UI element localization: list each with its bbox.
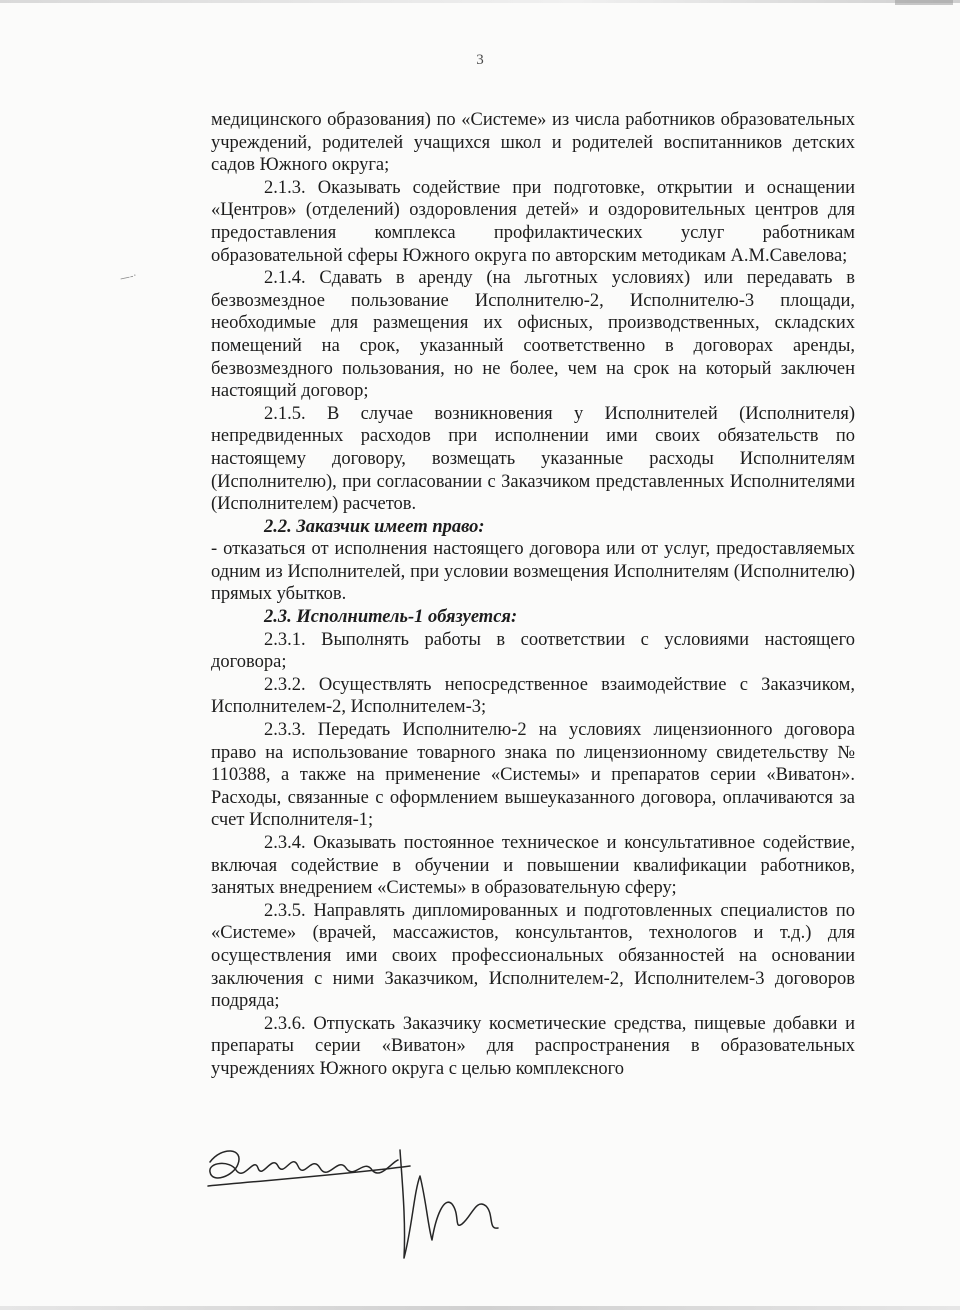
page-number: 3 (476, 52, 484, 68)
paragraph-continued-2-1-2: медицинского образования) по «Системе» из числа работников образовательных учреждений, родителей учащихся школ и родителей воспитанников детских садов Южного округа; (211, 110, 855, 176)
signature-primary-underline (208, 1166, 410, 1186)
paragraph-2-1-5: 2.1.5. В случае возникновения у Исполнителей (Исполнителя) непредвиденных расходов при исполнении ими своих обязательств по настоящему договору, возмещать указанные расходы Исполнителям (Исполнителю), при согласовании с Заказчиком представленных Исполнителями (Исполнителем) расчетов. (211, 403, 855, 515)
section-heading-2-3: 2.3. Исполнитель-1 обязуется: (264, 607, 518, 628)
paragraph-2-2: - отказаться от исполнения настоящего договора или от услуг, предоставляемых одним из Исполнителей, при условии возмещения Исполнителям (Исполнителю) прямых убытков. (211, 539, 855, 605)
document-body (211, 109, 855, 1081)
signature-primary (210, 1151, 398, 1178)
scan-top-edge (0, 0, 960, 3)
signature-area (200, 1140, 520, 1265)
paragraph-2-3-3: 2.3.3. Передать Исполнителю-2 на условиях лицензионного договора право на использование товарного знака по лицензионному свидетельству № 110388, а также на применение «Системы» и препаратов серии «Виватон». Расходы, связанные с оформлением вышеуказанного договора, оплачиваются за счет Исполнителя-1; (211, 720, 855, 831)
paragraph-2-3-4: 2.3.4. Оказывать постоянное техническое и консультативное содействие, включая содействие в обучении и повышении квалификации работников, занятых внедрением «Системы» в образовательную сферу; (211, 833, 855, 899)
signatures-drawing (200, 1140, 520, 1265)
paragraph-2-1-3: 2.1.3. Оказывать содействие при подготовке, открытии и оснащении «Центров» (отделений) оздоровления детей» и оздоровительных центров для предоставления комплекса профилактических услуг работникам образовательной сферы Южного округа по авторским методикам А.М.Савелова; (211, 177, 855, 266)
paragraph-2-1-4: 2.1.4. Сдавать в аренду (на льготных условиях) или передавать в безвозмездное пользование Исполнителю-2, Исполнителю-3 площади, необходимые для размещения их офисных, производственных, складских помещений на срок, указанный соответственно в договорах аренды, безвозмездного пользования, но не более, чем на срок на который заключен настоящий договор; (211, 268, 855, 402)
scan-bottom-edge (0, 1306, 960, 1310)
paragraph-2-3-6: 2.3.6. Отпускать Заказчику косметические средства, пищевые добавки и препараты серии «Виватон» для распространения в образовательных учреждениях Южного округа с целью комплексного (211, 1013, 855, 1079)
scan-speck: —-· (119, 270, 138, 285)
signature-secondary (400, 1150, 498, 1258)
section-heading-2-2: 2.2. Заказчик имеет право: (264, 516, 485, 537)
paragraph-2-3-1: 2.3.1. Выполнять работы в соответствии с условиями настоящего договора; (211, 629, 855, 673)
paragraph-2-3-5: 2.3.5. Направлять дипломированных и подготовленных специалистов по «Системе» (врачей, массажистов, консультантов, технологов и т.д.) для осуществления ими своих профессиональных обязанностей на основании заключения с ними Заказчиком, Исполнителем-2, Исполнителем-3 договоров подряда; (211, 900, 855, 1012)
scan-top-mark (895, 0, 953, 5)
paragraph-2-3-2: 2.3.2. Осуществлять непосредственное взаимодействие с Заказчиком, Исполнителем-2, Исполнителем-3; (211, 674, 855, 718)
